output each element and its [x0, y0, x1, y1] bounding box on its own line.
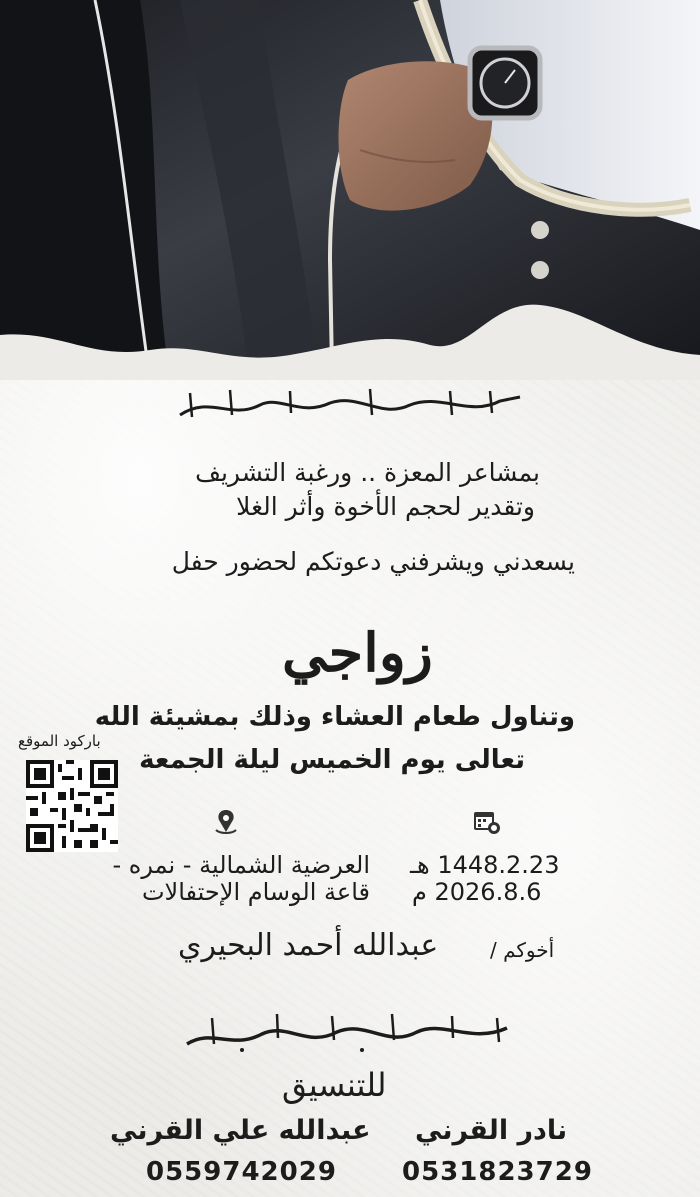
location-qr-code[interactable]	[26, 760, 118, 852]
date-hijri: 1448.2.23 هـ	[410, 851, 560, 879]
contact-phone-1[interactable]: 0531823729	[402, 1157, 593, 1187]
date-gregorian: 2026.8.6 م	[412, 878, 542, 906]
dinner-line-2: تعالى يوم الخميس ليلة الجمعة	[139, 745, 525, 775]
occasion-title: زواجي	[282, 621, 433, 685]
coordination-title: للتنسيق	[282, 1066, 387, 1104]
dinner-line-1: وتناول طعام العشاء وذلك بمشيئة الله	[94, 702, 575, 732]
host-label: أخوكم /	[490, 938, 555, 962]
contact-name-1: نادر القرني	[415, 1115, 568, 1146]
host-name: عبدالله أحمد البحيري	[178, 928, 439, 963]
intro-line-2: وتقدير لحجم الأخوة وأثر الغلا	[236, 492, 535, 521]
contact-name-2: عبدالله علي القرني	[110, 1115, 371, 1146]
location-line-1: العرضية الشمالية - نمره -	[112, 851, 370, 879]
contact-phone-2[interactable]: 0559742029	[146, 1157, 337, 1187]
calendar-icon	[472, 808, 502, 836]
intro-line-1: بمشاعر المعزة .. ورغبة التشريف	[195, 458, 540, 487]
groom-photo	[0, 0, 700, 380]
invitation-line: يسعدني ويشرفني دعوتكم لحضور حفل	[171, 547, 575, 576]
map-pin-icon	[212, 808, 240, 836]
location-line-2: قاعة الوسام الإحتفالات	[141, 878, 370, 906]
qr-label: باركود الموقع	[18, 732, 101, 750]
